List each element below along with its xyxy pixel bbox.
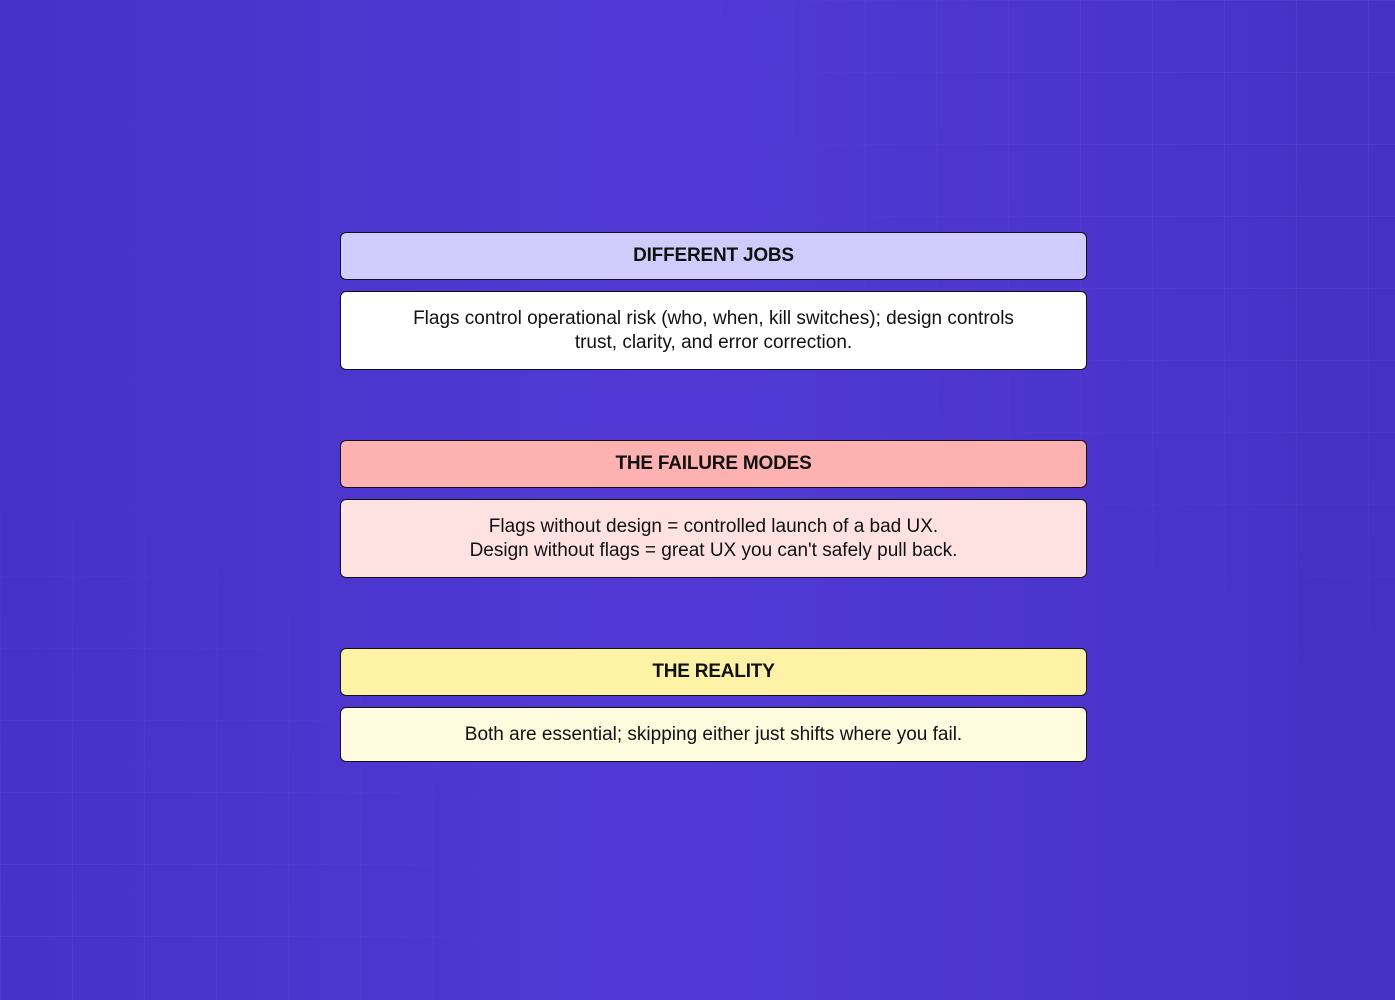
body-line: Both are essential; skipping either just shifts where you fail.	[464, 723, 963, 745]
body-line: Design without flags = great UX you can't safely pull back.	[469, 539, 958, 561]
section-body-different-jobs	[340, 291, 1087, 370]
section-failure-modes	[340, 440, 1087, 578]
section-body-failure-modes	[340, 499, 1087, 578]
body-line: trust, clarity, and error correction.	[574, 331, 853, 353]
section-body-the-reality	[340, 707, 1087, 762]
section-header-different-jobs: DIFFERENT JOBS	[340, 232, 1087, 280]
section-different-jobs	[340, 232, 1087, 370]
section-header-the-reality: THE REALITY	[340, 648, 1087, 696]
comparison-stack	[340, 232, 1087, 762]
body-line: Flags control operational risk (who, when, kill switches); design controls	[413, 307, 1014, 329]
section-header-failure-modes: THE FAILURE MODES	[340, 440, 1087, 488]
section-the-reality	[340, 648, 1087, 762]
body-line: Flags without design = controlled launch of a bad UX.	[488, 515, 939, 537]
